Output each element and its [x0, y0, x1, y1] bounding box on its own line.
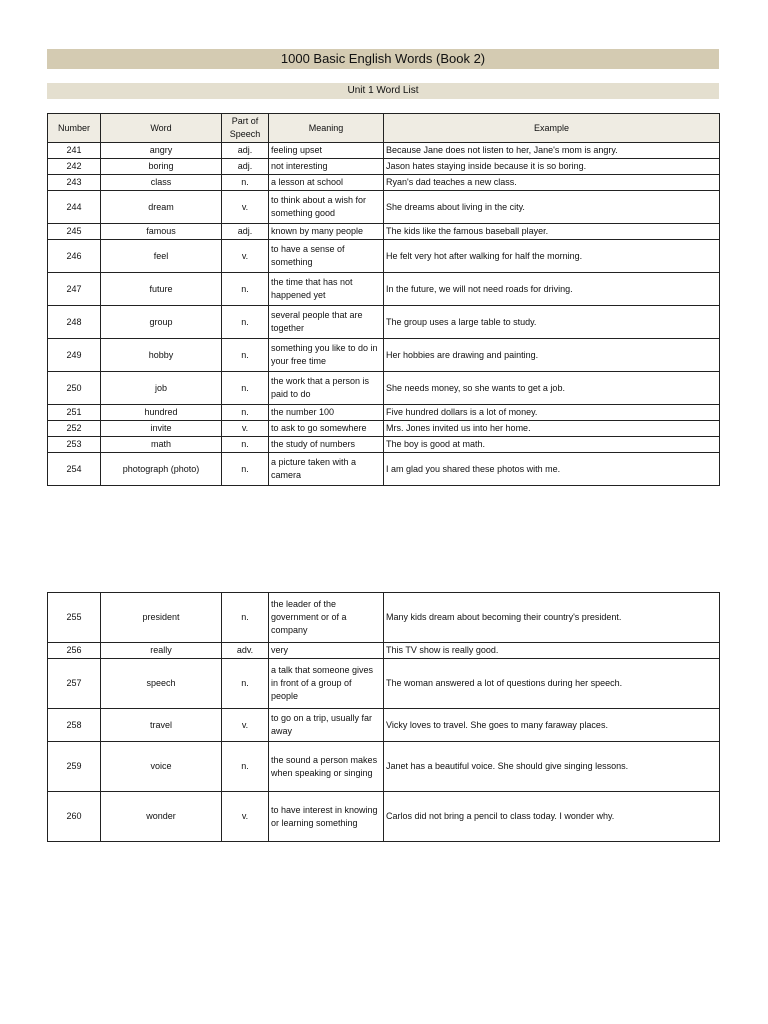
cell-example: Ryan's dad teaches a new class.: [384, 175, 720, 191]
cell-part-of-speech: adj.: [222, 224, 269, 240]
cell-example: Carlos did not bring a pencil to class today. I wonder why.: [384, 792, 720, 842]
table-row: [48, 742, 720, 792]
cell-number: 259: [48, 742, 101, 792]
cell-word: future: [101, 273, 222, 306]
page-title: 1000 Basic English Words (Book 2): [47, 49, 719, 69]
header-number: Number: [48, 114, 101, 143]
cell-part-of-speech: n.: [222, 453, 269, 486]
cell-part-of-speech: n.: [222, 659, 269, 709]
table-row: [48, 453, 720, 486]
cell-number: 243: [48, 175, 101, 191]
cell-number: 252: [48, 421, 101, 437]
cell-number: 250: [48, 372, 101, 405]
cell-example: She needs money, so she wants to get a job.: [384, 372, 720, 405]
cell-meaning: the number 100: [269, 405, 384, 421]
cell-example: She dreams about living in the city.: [384, 191, 720, 224]
table-row: [48, 191, 720, 224]
cell-number: 251: [48, 405, 101, 421]
cell-meaning: feeling upset: [269, 143, 384, 159]
table-row: [48, 175, 720, 191]
table-row: [48, 306, 720, 339]
cell-word: group: [101, 306, 222, 339]
cell-word: class: [101, 175, 222, 191]
cell-meaning: something you like to do in your free time: [269, 339, 384, 372]
cell-part-of-speech: v.: [222, 421, 269, 437]
cell-meaning: not interesting: [269, 159, 384, 175]
cell-meaning: very: [269, 643, 384, 659]
cell-number: 248: [48, 306, 101, 339]
cell-example: He felt very hot after walking for half the morning.: [384, 240, 720, 273]
cell-word: dream: [101, 191, 222, 224]
cell-example: Janet has a beautiful voice. She should give singing lessons.: [384, 742, 720, 792]
cell-word: really: [101, 643, 222, 659]
cell-part-of-speech: n.: [222, 593, 269, 643]
cell-number: 257: [48, 659, 101, 709]
table-row: [48, 339, 720, 372]
cell-part-of-speech: n.: [222, 405, 269, 421]
cell-example: The kids like the famous baseball player.: [384, 224, 720, 240]
cell-word: famous: [101, 224, 222, 240]
cell-example: I am glad you shared these photos with me.: [384, 453, 720, 486]
cell-meaning: a lesson at school: [269, 175, 384, 191]
cell-meaning: the sound a person makes when speaking or singing: [269, 742, 384, 792]
cell-word: hundred: [101, 405, 222, 421]
cell-number: 242: [48, 159, 101, 175]
cell-word: hobby: [101, 339, 222, 372]
table-row: [48, 273, 720, 306]
cell-meaning: the time that has not happened yet: [269, 273, 384, 306]
cell-part-of-speech: adj.: [222, 143, 269, 159]
table-row: [48, 437, 720, 453]
table-row: [48, 792, 720, 842]
cell-word: wonder: [101, 792, 222, 842]
cell-word: boring: [101, 159, 222, 175]
cell-number: 244: [48, 191, 101, 224]
cell-meaning: a picture taken with a camera: [269, 453, 384, 486]
cell-word: job: [101, 372, 222, 405]
table-row: [48, 372, 720, 405]
cell-number: 256: [48, 643, 101, 659]
cell-number: 245: [48, 224, 101, 240]
cell-example: The boy is good at math.: [384, 437, 720, 453]
cell-part-of-speech: adj.: [222, 159, 269, 175]
cell-part-of-speech: n.: [222, 306, 269, 339]
cell-meaning: the leader of the government or of a company: [269, 593, 384, 643]
cell-example: Vicky loves to travel. She goes to many faraway places.: [384, 709, 720, 742]
cell-word: math: [101, 437, 222, 453]
table-row: [48, 709, 720, 742]
cell-number: 255: [48, 593, 101, 643]
cell-example: This TV show is really good.: [384, 643, 720, 659]
cell-meaning: the study of numbers: [269, 437, 384, 453]
header-part-of-speech: Part of Speech: [222, 114, 269, 143]
word-list-table-continued: [47, 592, 720, 842]
table-row: [48, 143, 720, 159]
table-row: [48, 405, 720, 421]
cell-part-of-speech: n.: [222, 742, 269, 792]
cell-part-of-speech: v.: [222, 240, 269, 273]
cell-example: The woman answered a lot of questions during her speech.: [384, 659, 720, 709]
cell-word: photograph (photo): [101, 453, 222, 486]
cell-part-of-speech: v.: [222, 792, 269, 842]
cell-number: 253: [48, 437, 101, 453]
cell-word: voice: [101, 742, 222, 792]
section-title: Unit 1 Word List: [47, 83, 719, 99]
cell-example: In the future, we will not need roads for driving.: [384, 273, 720, 306]
table-row: [48, 659, 720, 709]
cell-meaning: known by many people: [269, 224, 384, 240]
cell-example: Jason hates staying inside because it is so boring.: [384, 159, 720, 175]
table-header-row: [48, 114, 720, 143]
cell-part-of-speech: n.: [222, 273, 269, 306]
cell-number: 246: [48, 240, 101, 273]
cell-part-of-speech: adv.: [222, 643, 269, 659]
cell-example: Mrs. Jones invited us into her home.: [384, 421, 720, 437]
cell-word: invite: [101, 421, 222, 437]
cell-meaning: to go on a trip, usually far away: [269, 709, 384, 742]
cell-example: Many kids dream about becoming their country's president.: [384, 593, 720, 643]
cell-meaning: to have interest in knowing or learning something: [269, 792, 384, 842]
cell-example: Her hobbies are drawing and painting.: [384, 339, 720, 372]
header-example: Example: [384, 114, 720, 143]
header-word: Word: [101, 114, 222, 143]
table-row: [48, 421, 720, 437]
cell-meaning: to ask to go somewhere: [269, 421, 384, 437]
word-list-table: [47, 113, 720, 486]
cell-meaning: a talk that someone gives in front of a group of people: [269, 659, 384, 709]
cell-part-of-speech: v.: [222, 191, 269, 224]
cell-number: 260: [48, 792, 101, 842]
cell-example: Because Jane does not listen to her, Jane's mom is angry.: [384, 143, 720, 159]
table-row: [48, 159, 720, 175]
cell-meaning: to have a sense of something: [269, 240, 384, 273]
cell-part-of-speech: v.: [222, 709, 269, 742]
cell-number: 247: [48, 273, 101, 306]
cell-word: speech: [101, 659, 222, 709]
table-row: [48, 643, 720, 659]
cell-number: 254: [48, 453, 101, 486]
header-meaning: Meaning: [269, 114, 384, 143]
table-row: [48, 240, 720, 273]
table-row: [48, 593, 720, 643]
cell-word: president: [101, 593, 222, 643]
cell-word: feel: [101, 240, 222, 273]
cell-example: The group uses a large table to study.: [384, 306, 720, 339]
cell-example: Five hundred dollars is a lot of money.: [384, 405, 720, 421]
table-row: [48, 224, 720, 240]
cell-meaning: several people that are together: [269, 306, 384, 339]
cell-word: travel: [101, 709, 222, 742]
cell-number: 249: [48, 339, 101, 372]
cell-word: angry: [101, 143, 222, 159]
cell-part-of-speech: n.: [222, 339, 269, 372]
cell-meaning: the work that a person is paid to do: [269, 372, 384, 405]
cell-number: 241: [48, 143, 101, 159]
cell-part-of-speech: n.: [222, 372, 269, 405]
cell-part-of-speech: n.: [222, 437, 269, 453]
cell-meaning: to think about a wish for something good: [269, 191, 384, 224]
cell-number: 258: [48, 709, 101, 742]
cell-part-of-speech: n.: [222, 175, 269, 191]
